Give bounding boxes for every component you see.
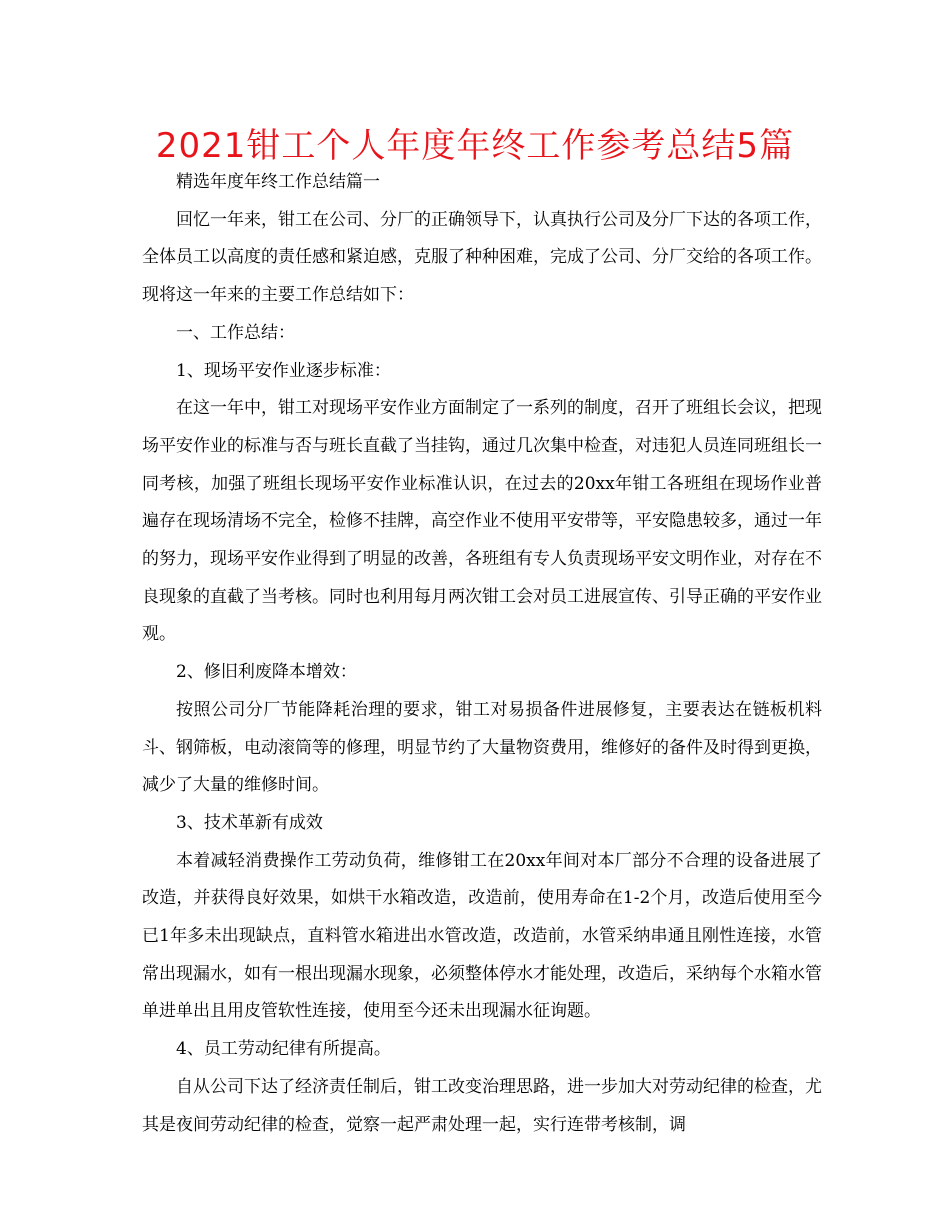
subsection-heading: 2、修旧利废降本增效： [176,662,357,683]
body-paragraph: 按照公司分厂节能降耗治理的要求，钳工对易损备件进展修复，主要表达在链板机料斗、钢筛板，电动滚筒等的修理，明显节约了大量物资费用，维修好的备件及时得到更换，减少了大量的维修时间。 [142,699,822,796]
subsection-heading: 3、技术革新有成效 [176,812,323,833]
subsection-heading: 4、员工劳动纪律有所提高。 [176,1039,391,1060]
body-paragraph: 自从公司下达了经济责任制后，钳工改变治理思路，进一步加大对劳动纪律的检查，尤其是夜间劳动纪律的检查，觉察一起严肃处理一起，实行连带考核制，调 [142,1076,822,1135]
document-title: 2021钳工个人年度年终工作参考总结5篇 [155,126,795,166]
subsection-heading: 1、现场平安作业逐步标准： [176,360,391,381]
body-paragraph: 回忆一年来，钳工在公司、分厂的正确领导下，认真执行公司及分厂下达的各项工作，全体员工以高度的责任感和紧迫感，克服了种种困难，完成了公司、分厂交给的各项工作。现将这一年来的主要工作总结如下： [142,209,822,306]
body-paragraph: 本着减轻消费操作工劳动负荷，维修钳工在20xx年间对本厂部分不合理的设备进展了改造，并获得良好效果，如烘干水箱改造，改造前，使用寿命在1-2个月，改造后使用至今已1年多未出现缺点，直料管水箱进出水管改造，改造前，水管采纳串通且刚性连接，水管常出现漏水，如有一根出现漏水现象，必须整体停水才能处理，改造后，采纳每个水箱水管单进单出且用皮管软性连接，使用至今还未出现漏水征询题。 [142,850,822,1022]
document-body [142,164,822,1144]
body-paragraph: 在这一年中，钳工对现场平安作业方面制定了一系列的制度，召开了班组长会议，把现场平安作业的标准与否与班长直截了当挂钩，通过几次集中检查，对违犯人员连同班组长一同考核，加强了班组长现场平安作业标准认识，在过去的20xx年钳工各班组在现场作业普遍存在现场清场不完全，检修不挂牌，高空作业不使用平安带等，平安隐患较多，通过一年的努力，现场平安作业得到了明显的改善，各班组有专人负责现场平安文明作业，对存在不良现象的直截了当考核。同时也利用每月两次钳工会对员工进展宣传、引导正确的平安作业观。 [142,398,822,645]
section-heading: 精选年度年终工作总结篇一 [176,172,380,192]
section-heading: 一、工作总结： [176,322,295,343]
